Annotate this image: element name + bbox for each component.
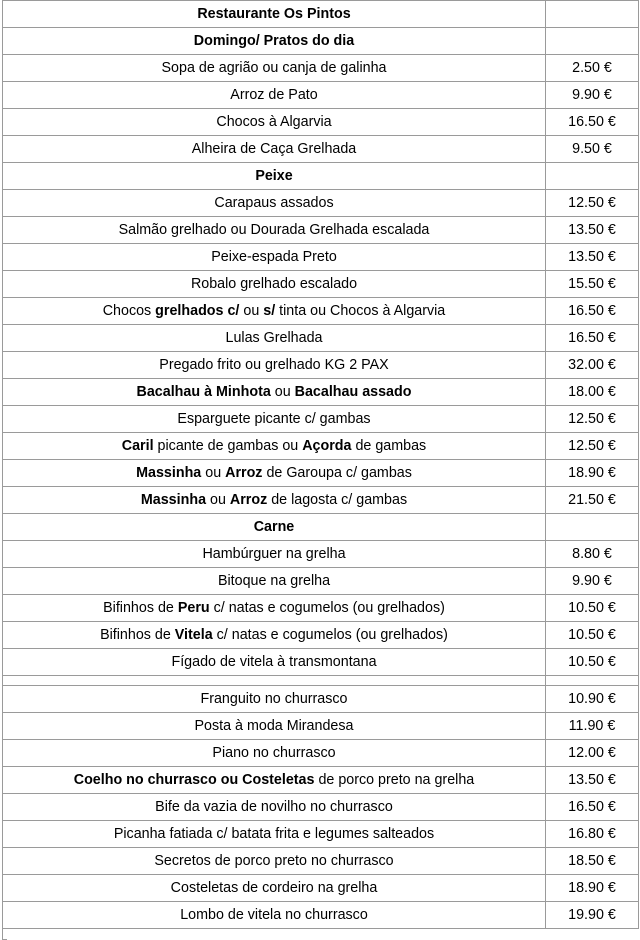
menu-item-price: 13.50 € bbox=[546, 244, 639, 271]
menu-item-name bbox=[3, 298, 546, 325]
menu-item-name: Esparguete picante c/ gambas bbox=[3, 406, 546, 433]
menu-item-row bbox=[3, 271, 639, 298]
menu-item-name: Sopa de agrião ou canja de galinha bbox=[3, 55, 546, 82]
menu-item-price: 32.00 € bbox=[546, 352, 639, 379]
menu-item-price: 12.50 € bbox=[546, 406, 639, 433]
menu-item-row bbox=[3, 433, 639, 460]
menu-item-row bbox=[3, 244, 639, 271]
menu-item-row bbox=[3, 190, 639, 217]
menu-item-name: Franguito no churrasco bbox=[3, 686, 546, 713]
menu-item-name-part: Massinha bbox=[140, 491, 207, 508]
menu-item-row bbox=[3, 875, 639, 902]
menu-item-row bbox=[3, 82, 639, 109]
menu-item-name-part: c/ natas e cogumelos (ou grelhados) bbox=[212, 626, 448, 643]
menu-item-name-part: ou bbox=[206, 491, 230, 508]
menu-item-price: 12.50 € bbox=[546, 433, 639, 460]
menu-item-name: Secretos de porco preto no churrasco bbox=[3, 848, 546, 875]
menu-item-price: 18.50 € bbox=[546, 848, 639, 875]
menu-item-price: 9.90 € bbox=[546, 82, 639, 109]
menu-item-row bbox=[3, 713, 639, 740]
menu-item-name: Fígado de vitela à transmontana bbox=[3, 649, 546, 676]
menu-item-row bbox=[3, 109, 639, 136]
menu-item-name-part: Massinha bbox=[136, 464, 202, 481]
menu-item-name-part: Peru bbox=[177, 599, 210, 616]
menu-item-price: 2.50 € bbox=[546, 55, 639, 82]
menu-item-name: Peixe-espada Preto bbox=[3, 244, 546, 271]
menu-table bbox=[2, 0, 639, 929]
menu-item-row bbox=[3, 325, 639, 352]
page-edge-mark bbox=[2, 929, 7, 940]
menu-item-name: Lulas Grelhada bbox=[3, 325, 546, 352]
menu-item-row bbox=[3, 794, 639, 821]
menu-item-row bbox=[3, 821, 639, 848]
menu-item-price: 16.80 € bbox=[546, 821, 639, 848]
menu-table-body bbox=[3, 1, 639, 929]
section-heading: Carne bbox=[3, 514, 546, 541]
menu-item-name: Piano no churrasco bbox=[3, 740, 546, 767]
menu-item-row bbox=[3, 568, 639, 595]
menu-item-price: 19.90 € bbox=[546, 902, 639, 929]
menu-item-name: Arroz de Pato bbox=[3, 82, 546, 109]
spacer-cell bbox=[3, 676, 546, 686]
menu-item-price: 10.50 € bbox=[546, 649, 639, 676]
menu-item-name bbox=[3, 767, 546, 794]
menu-item-name-part: c/ natas e cogumelos (ou grelhados) bbox=[209, 599, 445, 616]
menu-item-name: Chocos à Algarvia bbox=[3, 109, 546, 136]
menu-item-price: 18.00 € bbox=[546, 379, 639, 406]
menu-item-price bbox=[546, 163, 639, 190]
menu-item-name-part: s/ bbox=[263, 302, 276, 319]
section-heading: Peixe bbox=[3, 163, 546, 190]
menu-item-name-part: Caril bbox=[121, 437, 154, 454]
menu-item-row bbox=[3, 740, 639, 767]
menu-item-name bbox=[3, 379, 546, 406]
menu-item-row bbox=[3, 406, 639, 433]
menu-item-price: 10.50 € bbox=[546, 595, 639, 622]
spacer-cell bbox=[546, 676, 639, 686]
menu-item-name-part: de porco preto na grelha bbox=[314, 771, 475, 788]
menu-item-price bbox=[546, 28, 639, 55]
menu-item-price: 16.50 € bbox=[546, 298, 639, 325]
menu-item-row bbox=[3, 848, 639, 875]
menu-item-name: Alheira de Caça Grelhada bbox=[3, 136, 546, 163]
menu-item-price: 18.90 € bbox=[546, 875, 639, 902]
menu-item-name-part: Arroz bbox=[225, 464, 263, 481]
menu-section-row bbox=[3, 514, 639, 541]
menu-item-price: 10.90 € bbox=[546, 686, 639, 713]
menu-item-price: 16.50 € bbox=[546, 794, 639, 821]
menu-item-name bbox=[3, 460, 546, 487]
menu-item-name-part: de lagosta c/ gambas bbox=[267, 491, 408, 508]
menu-item-price: 15.50 € bbox=[546, 271, 639, 298]
page-title: Restaurante Os Pintos bbox=[3, 1, 546, 28]
menu-item-name-part: Vitela bbox=[174, 626, 213, 643]
menu-item-name-part: de Garoupa c/ gambas bbox=[262, 464, 412, 481]
menu-item-name: Picanha fatiada c/ batata frita e legumes salteados bbox=[3, 821, 546, 848]
menu-item-price: 11.90 € bbox=[546, 713, 639, 740]
menu-item-name-part: Arroz bbox=[229, 491, 268, 508]
menu-item-price bbox=[546, 1, 639, 28]
menu-item-name bbox=[3, 433, 546, 460]
menu-item-name-part: de gambas bbox=[351, 437, 427, 454]
menu-item-name-part: grelhados c/ bbox=[155, 302, 240, 319]
menu-item-row bbox=[3, 136, 639, 163]
menu-item-row bbox=[3, 298, 639, 325]
menu-item-row bbox=[3, 767, 639, 794]
menu-item-price: 9.50 € bbox=[546, 136, 639, 163]
menu-item-name: Lombo de vitela no churrasco bbox=[3, 902, 546, 929]
menu-item-name: Posta à moda Mirandesa bbox=[3, 713, 546, 740]
menu-item-price: 12.50 € bbox=[546, 190, 639, 217]
menu-item-price: 12.00 € bbox=[546, 740, 639, 767]
menu-item-name-part: Açorda bbox=[302, 437, 352, 454]
menu-item-row bbox=[3, 379, 639, 406]
menu-item-name-part: Bacalhau à Minhota bbox=[136, 383, 271, 400]
menu-item-row bbox=[3, 352, 639, 379]
menu-item-row bbox=[3, 541, 639, 568]
menu-item-name-part: Bifinhos de bbox=[103, 599, 178, 616]
menu-item-name bbox=[3, 595, 546, 622]
menu-item-price: 8.80 € bbox=[546, 541, 639, 568]
menu-item-price: 10.50 € bbox=[546, 622, 639, 649]
restaurant-title-row bbox=[3, 1, 639, 28]
menu-item-name-part: Bifinhos de bbox=[100, 626, 175, 643]
menu-item-row bbox=[3, 595, 639, 622]
menu-item-row bbox=[3, 649, 639, 676]
menu-item-price bbox=[546, 514, 639, 541]
menu-item-name: Salmão grelhado ou Dourada Grelhada escalada bbox=[3, 217, 546, 244]
menu-item-name: Bitoque na grelha bbox=[3, 568, 546, 595]
section-heading: Domingo/ Pratos do dia bbox=[3, 28, 546, 55]
menu-item-row bbox=[3, 686, 639, 713]
menu-item-name-part: ou bbox=[201, 464, 226, 481]
menu-item-price: 16.50 € bbox=[546, 325, 639, 352]
menu-item-name-part: Coelho no churrasco ou Costeletas bbox=[73, 771, 315, 788]
menu-item-row bbox=[3, 55, 639, 82]
menu-item-name: Costeletas de cordeiro na grelha bbox=[3, 875, 546, 902]
menu-item-name-part: tinta ou Chocos à Algarvia bbox=[275, 302, 446, 319]
menu-item-name-part: Bacalhau assado bbox=[294, 383, 412, 400]
menu-item-price: 13.50 € bbox=[546, 217, 639, 244]
menu-item-name-part: ou bbox=[270, 383, 295, 400]
menu-item-name: Carapaus assados bbox=[3, 190, 546, 217]
menu-item-price: 16.50 € bbox=[546, 109, 639, 136]
spacer-row bbox=[3, 676, 639, 686]
menu-section-row bbox=[3, 28, 639, 55]
menu-item-row bbox=[3, 217, 639, 244]
menu-item-name-part: Chocos bbox=[102, 302, 156, 319]
menu-item-name: Robalo grelhado escalado bbox=[3, 271, 546, 298]
menu-item-name: Bife da vazia de novilho no churrasco bbox=[3, 794, 546, 821]
menu-item-price: 13.50 € bbox=[546, 767, 639, 794]
menu-item-name: Hambúrguer na grelha bbox=[3, 541, 546, 568]
menu-item-name-part: ou bbox=[239, 302, 264, 319]
menu-item-price: 18.90 € bbox=[546, 460, 639, 487]
menu-item-name bbox=[3, 622, 546, 649]
menu-item-name-part: picante de gambas ou bbox=[153, 437, 303, 454]
menu-item-name bbox=[3, 487, 546, 514]
menu-section-row bbox=[3, 163, 639, 190]
menu-item-name: Pregado frito ou grelhado KG 2 PAX bbox=[3, 352, 546, 379]
menu-item-row bbox=[3, 460, 639, 487]
menu-item-row bbox=[3, 622, 639, 649]
menu-item-price: 9.90 € bbox=[546, 568, 639, 595]
menu-item-row bbox=[3, 487, 639, 514]
menu-item-price: 21.50 € bbox=[546, 487, 639, 514]
